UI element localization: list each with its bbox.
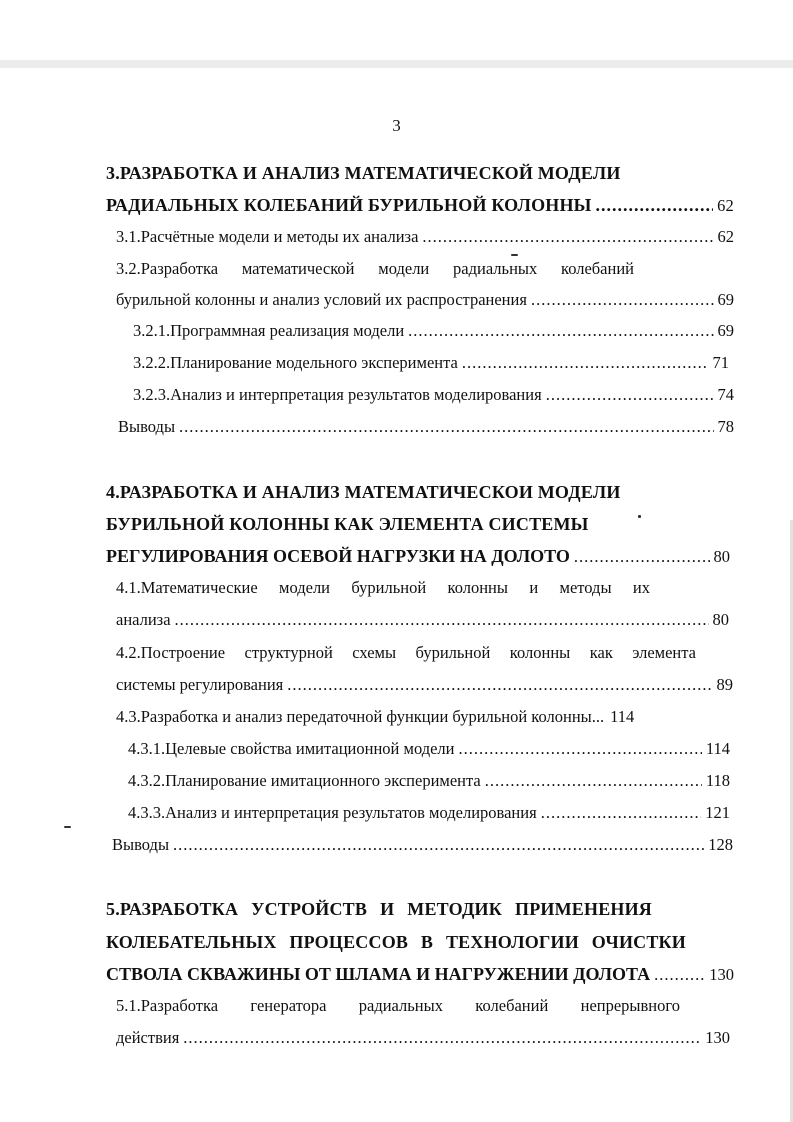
leader-dots [541, 798, 702, 828]
toc-entry-3-conclusions [118, 412, 734, 442]
page-ref: 89 [716, 675, 733, 694]
leader-dots [596, 190, 714, 220]
page-ref: 121 [705, 803, 730, 822]
toc-entry-5-1-line-1: 5.1.Разработка генератора радиальных колебаний непрерывного [116, 996, 680, 1015]
toc-entry-3-2-1 [133, 316, 734, 346]
toc-entry-4-2-line-1: 4.2.Построение структурной схемы бурильной колонны как элемента [116, 643, 696, 662]
entry-label: анализа [116, 610, 171, 629]
toc-entry-3-2 [116, 285, 734, 315]
leader-dots [574, 542, 710, 572]
leader-dots [175, 605, 709, 635]
entry-label: 4.3.1.Целевые свойства имитационной модели [128, 739, 455, 758]
leader-dots [179, 412, 713, 442]
leader-dots [173, 830, 704, 860]
toc-entry-3-2-line-1: 3.2.Разработка математической модели радиальных колебаний [116, 259, 634, 278]
page-ref: 78 [717, 417, 734, 436]
page-ref: 114 [610, 707, 635, 726]
page-ref: 80 [712, 610, 729, 629]
page-ref: 128 [708, 835, 733, 854]
leader-dots [531, 285, 714, 315]
leader-dots [546, 380, 714, 410]
leader-dots [462, 348, 709, 378]
leader-dots [459, 734, 702, 764]
toc-entry-3-2-2 [133, 348, 729, 378]
page-ref: 118 [705, 771, 730, 790]
leader-dots [408, 316, 713, 346]
page-number: 3 [392, 116, 401, 135]
page-ref: 62 [717, 196, 734, 215]
leader-dots [183, 1023, 701, 1053]
scan-speck [511, 254, 518, 256]
toc-entry-4-1-line-1: 4.1.Математические модели бурильной колонны и методы их [116, 578, 650, 597]
chapter-3-title-line-2: РАДИАЛЬНЫХ КОЛЕБАНИЙ БУРИЛЬНОЙ КОЛОННЫ [106, 195, 592, 215]
entry-label: Выводы [112, 835, 170, 854]
page-ref: 69 [717, 290, 734, 309]
toc-entry-chapter-5 [106, 959, 734, 989]
entry-label: 3.1.Расчётные модели и методы их анализа [116, 227, 419, 246]
entry-label: 4.3.Разработка и анализ передаточной функции бурильной колонны... [116, 707, 605, 726]
entry-label: действия [116, 1028, 180, 1047]
toc-entry-chapter-4 [106, 541, 730, 571]
toc-entry-4-3-3 [128, 798, 730, 828]
toc-entry-4-1 [116, 605, 729, 635]
scan-speck [64, 826, 71, 828]
entry-label: Выводы [118, 417, 176, 436]
toc-entry-3-1 [116, 222, 734, 252]
page-ref: 80 [713, 547, 730, 566]
toc-entry-chapter-3 [106, 190, 734, 220]
leader-dots [485, 766, 702, 796]
leader-dots [654, 960, 705, 990]
page-ref: 130 [709, 965, 734, 984]
chapter-5-title-line-2: КОЛЕБАТЕЛЬНЫХ ПРОЦЕССОВ В ТЕХНОЛОГИИ ОЧИСТКИ [106, 932, 686, 952]
chapter-5-title-line-3: СТВОЛА СКВАЖИНЫ ОТ ШЛАМА И НАГРУЖЕНИИ ДОЛОТА [106, 964, 651, 984]
toc-entry-4-conclusions [112, 830, 733, 860]
entry-label: 4.3.2.Планирование имитационного эксперимента [128, 771, 481, 790]
page-ref: 114 [705, 739, 730, 758]
toc-entry-4-3-2 [128, 766, 730, 796]
entry-label: 3.2.3.Анализ и интерпретация результатов моделирования [133, 385, 542, 404]
scan-speck [638, 515, 641, 518]
toc-entry-3-2-3 [133, 380, 734, 410]
entry-label: 3.2.1.Программная реализация модели [133, 321, 405, 340]
toc-entry-4-2 [116, 670, 733, 700]
leader-dots [422, 222, 713, 252]
entry-label: системы регулирования [116, 675, 284, 694]
chapter-4-title-line-2: БУРИЛЬНОЙ КОЛОННЫ КАК ЭЛЕМЕНТА СИСТЕМЫ [106, 514, 589, 534]
page-ref: 74 [717, 385, 734, 404]
toc-entry-4-3-1 [128, 734, 730, 764]
page-ref: 71 [712, 353, 729, 372]
chapter-3-title-line-1: 3.РАЗРАБОТКА И АНАЛИЗ МАТЕМАТИЧЕСКОЙ МОДЕЛИ [106, 163, 621, 183]
entry-label: 4.3.3.Анализ и интерпретация результатов моделирования [128, 803, 537, 822]
toc-entry-4-3 [116, 702, 730, 732]
leader-dots [287, 670, 712, 700]
page-ref: 62 [717, 227, 734, 246]
page-ref: 130 [705, 1028, 730, 1047]
chapter-4-title-line-1: 4.РАЗРАБОТКА И АНАЛИЗ МАТЕМАТИЧЕСКОИ МОДЕЛИ [106, 482, 621, 502]
toc-entry-5-1 [116, 1023, 730, 1053]
entry-label: бурильной колонны и анализ условий их распространения [116, 290, 527, 309]
entry-label: 3.2.2.Планирование модельного эксперимента [133, 353, 458, 372]
scan-shadow-band [0, 60, 793, 68]
chapter-5-title-line-1: 5.РАЗРАБОТКА УСТРОЙСТВ И МЕТОДИК ПРИМЕНЕНИЯ [106, 899, 652, 919]
page-ref: 69 [717, 321, 734, 340]
chapter-4-title-line-3: РЕГУЛИРОВАНИЯ ОСЕВОЙ НАГРУЗКИ НА ДОЛОТО [106, 546, 570, 566]
